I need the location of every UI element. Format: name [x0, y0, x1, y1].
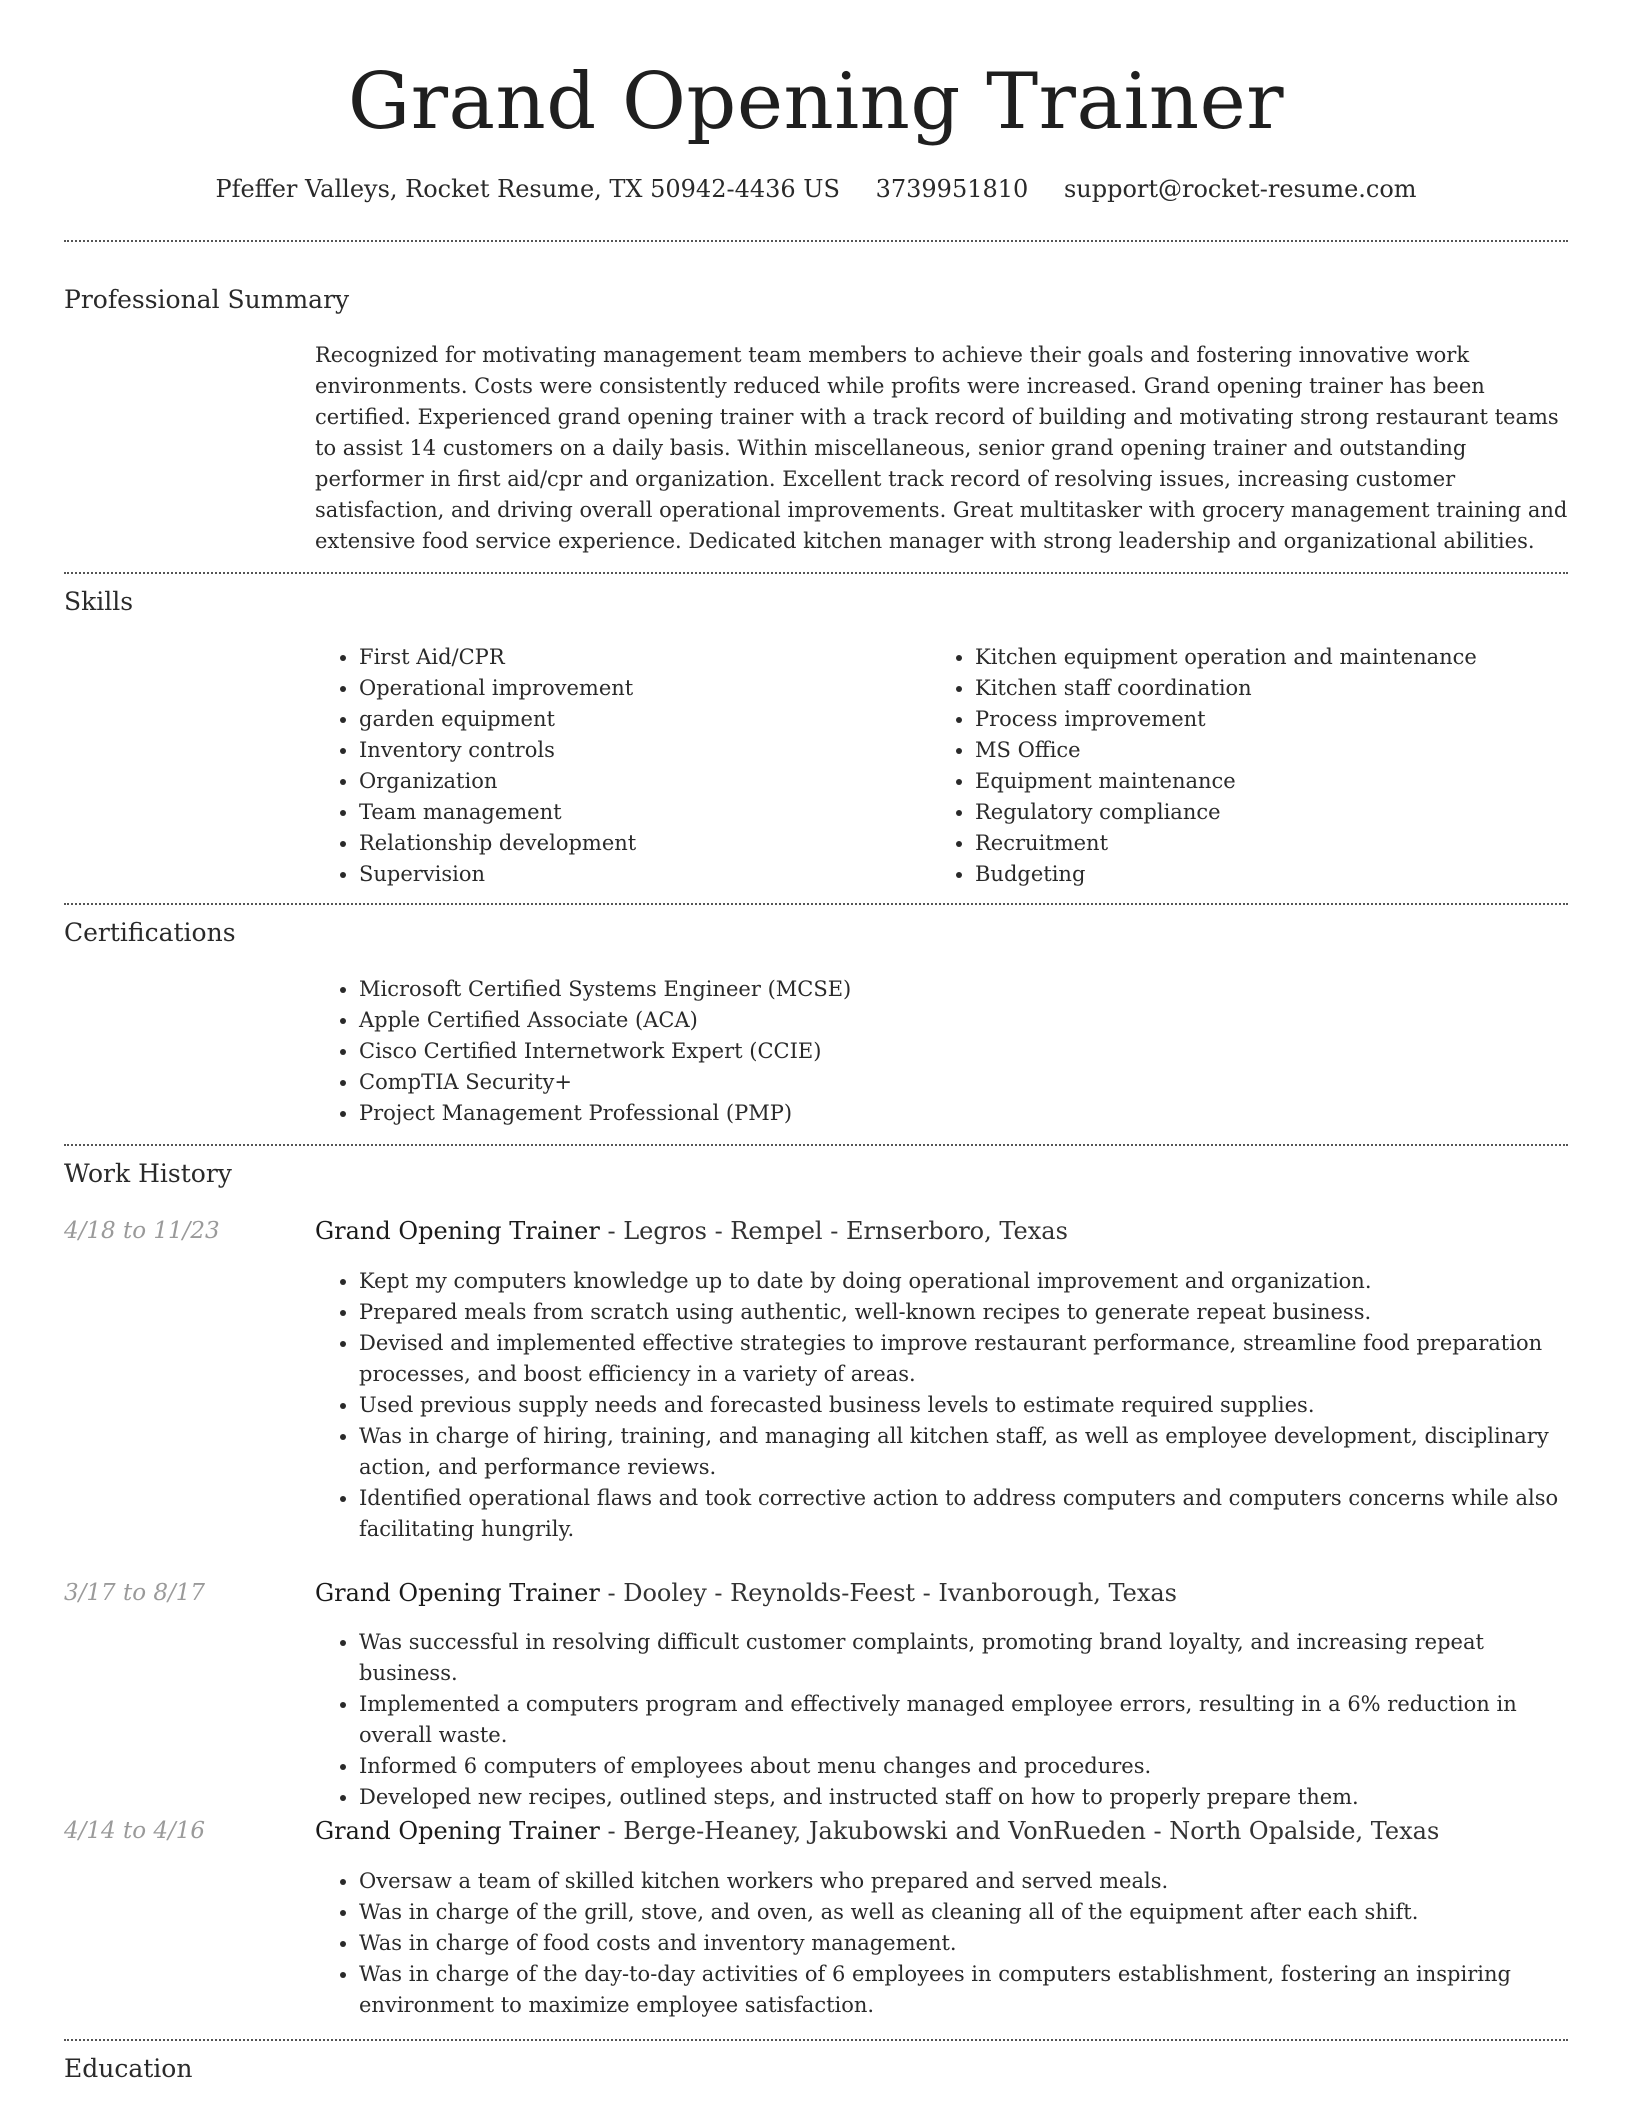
job-heading: [315, 1576, 1568, 1610]
contact-line: [64, 172, 1568, 206]
summary-text: Recognized for motivating management team members to achieve their goals and fostering innovative work environments. Costs were consistently reduced while profits were increased. Grand opening trainer has been certified. Experienced grand opening trainer with a track record of building and motivating strong restaurant teams to assist 14 customers on a daily basis. Within miscellaneous, senior grand opening trainer and outstanding performer in first aid/cpr and organization. Excellent track record of resolving issues, increasing customer satisfaction, and driving overall operational improvements. Great multitasker with grocery management training and extensive food service experience. Dedicated kitchen manager with strong leadership and organizational abilities.: [315, 343, 1568, 553]
summary-block: [315, 340, 1568, 557]
skill-item: • Team management: [359, 797, 979, 828]
job-duties: [315, 1266, 1568, 1545]
section-title-summary: Professional Summary: [64, 285, 350, 314]
skills-list-right: [931, 642, 1595, 890]
job-duty-item: • Oversaw a team of skilled kitchen workers who prepared and served meals.: [359, 1866, 1568, 1897]
skill-item: • Budgeting: [975, 859, 1595, 890]
skill-item: • Operational improvement: [359, 673, 979, 704]
certification-item: • Project Management Professional (PMP): [359, 1098, 1568, 1129]
job-duty-item: • Implemented a computers program and effectively managed employee errors, resulting in a 6% reduction in overall waste.: [359, 1689, 1568, 1751]
skill-item: • Regulatory compliance: [975, 797, 1595, 828]
skill-item: • MS Office: [975, 735, 1595, 766]
certification-item: • Microsoft Certified Systems Engineer (MCSE): [359, 974, 1568, 1005]
certifications-list: [315, 974, 1568, 1129]
skill-item: • First Aid/CPR: [359, 642, 979, 673]
job-heading: [315, 1214, 1568, 1248]
section-divider: [64, 903, 1568, 905]
job-heading: [315, 1814, 1568, 1848]
contact-email: support@rocket-resume.com: [1063, 175, 1417, 203]
job-duty-item: • Kept my computers knowledge up to date by doing operational improvement and organization.: [359, 1266, 1568, 1297]
job-employer-location: - Berge-Heaney, Jakubowski and VonRueden - North Opalside, Texas: [599, 1817, 1440, 1845]
skill-item: • Relationship development: [359, 828, 979, 859]
section-divider: [64, 2039, 1568, 2041]
job-employer-location: - Legros - Rempel - Ernserboro, Texas: [599, 1217, 1068, 1245]
candidate-name: Grand Opening Trainer: [347, 57, 1285, 147]
job-dates: 4/14 to 4/16: [64, 1818, 206, 1844]
job-duties-list: [315, 1866, 1568, 2021]
skill-item: • Inventory controls: [359, 735, 979, 766]
skill-item: • Recruitment: [975, 828, 1595, 859]
job-duties: [315, 1866, 1568, 2021]
job-duty-item: • Was in charge of hiring, training, and managing all kitchen staff, as well as employee development, disciplinary action, and performance reviews.: [359, 1421, 1568, 1483]
job-duty-item: • Informed 6 computers of employees about menu changes and procedures.: [359, 1751, 1568, 1782]
section-divider: [64, 240, 1568, 242]
job-duties-list: [315, 1266, 1568, 1545]
job-duty-item: • Prepared meals from scratch using authentic, well-known recipes to generate repeat business.: [359, 1297, 1568, 1328]
job-role: Grand Opening Trainer: [315, 1817, 600, 1845]
contact-address: Pfeffer Valleys, Rocket Resume, TX 50942-4436 US: [215, 175, 840, 203]
certification-item: • Cisco Certified Internetwork Expert (CCIE): [359, 1036, 1568, 1067]
job-duty-item: • Identified operational flaws and took corrective action to address computers and computers concerns while also facilitating hungrily.: [359, 1483, 1568, 1545]
section-title-work-history: Work History: [64, 1159, 232, 1188]
section-divider: [64, 1144, 1568, 1146]
skills-list-left: [315, 642, 979, 890]
skills-block: [315, 642, 1568, 892]
job-duty-item: • Developed new recipes, outlined steps, and instructed staff on how to properly prepare them.: [359, 1782, 1568, 1813]
section-title-certifications: Certifications: [64, 918, 236, 947]
job-duty-item: • Was in charge of food costs and inventory management.: [359, 1928, 1568, 1959]
skill-item: • garden equipment: [359, 704, 979, 735]
section-title-education: Education: [64, 2054, 193, 2083]
job-employer-location: - Dooley - Reynolds-Feest - Ivanborough, Texas: [599, 1579, 1177, 1607]
job-duty-item: • Was in charge of the grill, stove, and oven, as well as cleaning all of the equipment after each shift.: [359, 1897, 1568, 1928]
job-role: Grand Opening Trainer: [315, 1579, 600, 1607]
certification-item: • CompTIA Security+: [359, 1067, 1568, 1098]
section-title-skills: Skills: [64, 587, 134, 616]
job-duty-item: • Was in charge of the day-to-day activities of 6 employees in computers establishment, fostering an inspiring environment to maximize employee satisfaction.: [359, 1959, 1568, 2021]
certifications-block: [315, 974, 1568, 1129]
skill-item: • Supervision: [359, 859, 979, 890]
job-role: Grand Opening Trainer: [315, 1217, 600, 1245]
job-duties: [315, 1627, 1568, 1813]
contact-phone: 3739951810: [875, 175, 1029, 203]
skill-item: • Organization: [359, 766, 979, 797]
job-dates: 3/17 to 8/17: [64, 1580, 206, 1606]
skill-item: • Process improvement: [975, 704, 1595, 735]
certification-item: • Apple Certified Associate (ACA): [359, 1005, 1568, 1036]
job-duties-list: [315, 1627, 1568, 1813]
section-divider: [64, 572, 1568, 574]
job-duty-item: • Devised and implemented effective strategies to improve restaurant performance, streamline food preparation processes, and boost efficiency in a variety of areas.: [359, 1328, 1568, 1390]
skill-item: • Equipment maintenance: [975, 766, 1595, 797]
skill-item: • Kitchen staff coordination: [975, 673, 1595, 704]
job-duty-item: • Was successful in resolving difficult customer complaints, promoting brand loyalty, and increasing repeat business.: [359, 1627, 1568, 1689]
job-duty-item: • Used previous supply needs and forecasted business levels to estimate required supplies.: [359, 1390, 1568, 1421]
job-dates: 4/18 to 11/23: [64, 1218, 220, 1244]
skill-item: • Kitchen equipment operation and maintenance: [975, 642, 1595, 673]
